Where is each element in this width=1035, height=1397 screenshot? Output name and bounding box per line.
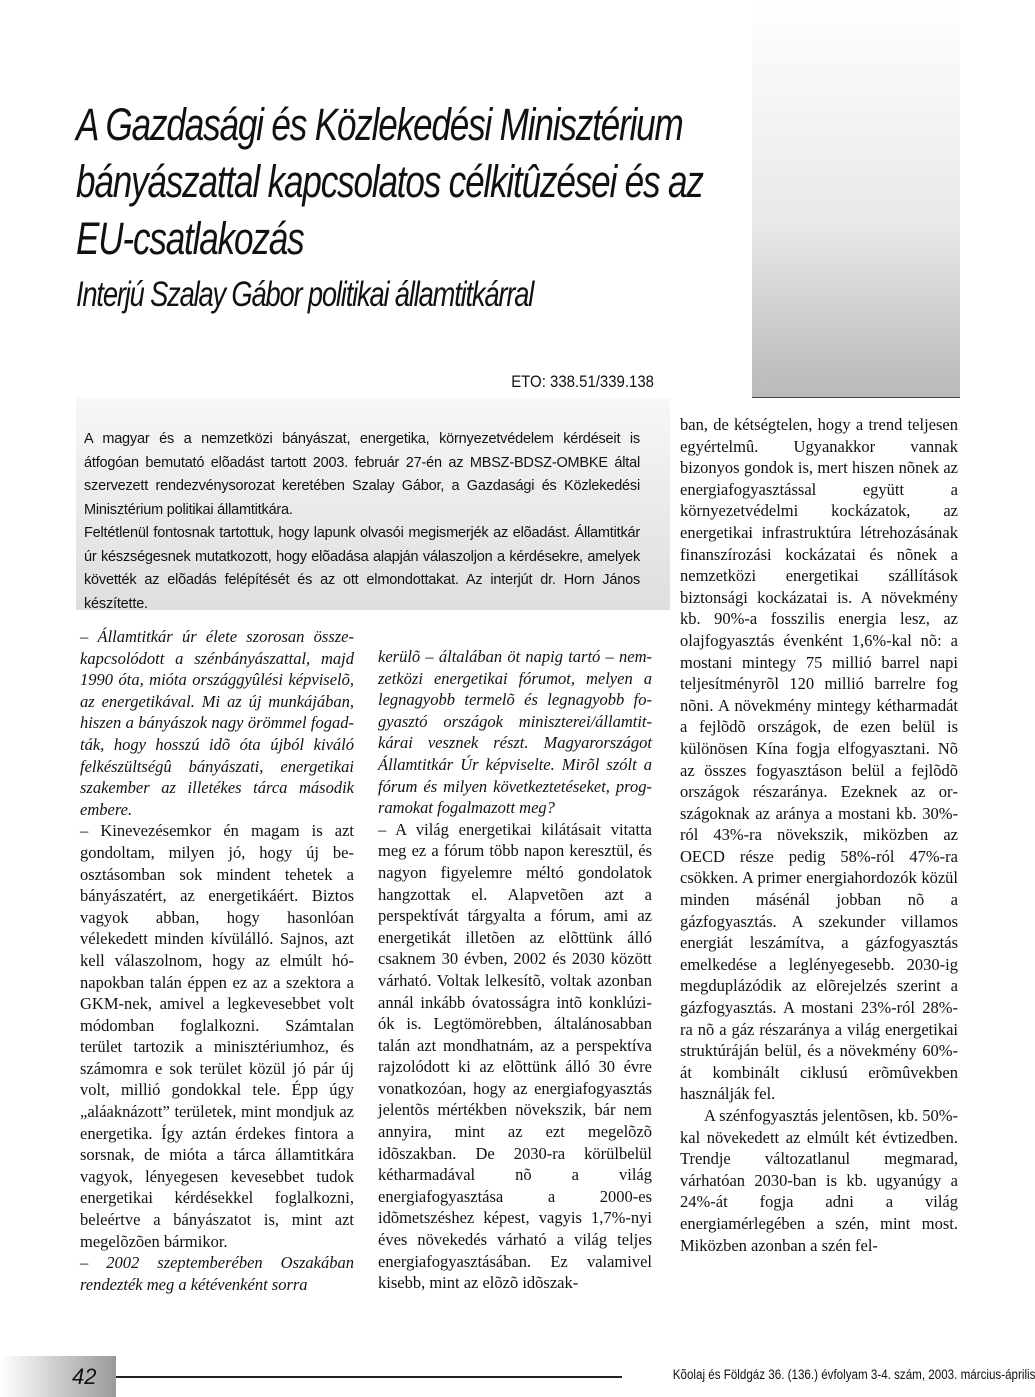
footer-rule	[116, 1376, 622, 1378]
answer-paragraph: A szénfogyasztás jelentõsen, kb. 50%-kal növekedett az elmúlt két évtizedben. Trendje változatlanul megmarad, várhatóan 2030-ban is kb. ugyanúgy a 24%-át fogja adni a világ energiamérlegében a szén, mint most. Miközben azonban a szén fel-	[680, 1106, 958, 1255]
article-title: A Gazdasági és Közlekedési Minisztérium bányászattal kapcsolatos célkitûzései és az EU-csatlakozás	[76, 99, 703, 264]
answer-paragraph: – Kinevezésemkor én magam is azt gondoltam, milyen jó, hogy új beosztásomban sok mindent tehetek a bányászatért, az energetikáért. Biztos vagyok abban, hogy hasonlóan vélekedett minden kívülálló. Sajnos, azt kell válaszolnom, hogy az elmúlt hónapokban talán éppen ez az a szektora a GKM-nek, amivel a legkevesebbet volt módomban foglalkozni. Számtalan terület tartozik a minisztériumhoz, és számomra e sok terület közül jó pár új volt, millió gondokkal tele. Épp úgy „aláaknázott” területek, mint mondjuk az energetika. Így aztán érdekes fintora a sorsnak, de mióta a tárca államtitkára vagyok, lényegesen kevesebbet tudok energetikai kérdésekkel foglalkozni, beleértve a bányászatot is, mint azt megelõzõen bármikor.	[80, 821, 354, 1251]
page-number: 42	[72, 1364, 97, 1389]
page-number-background	[0, 1356, 116, 1397]
title-block	[76, 96, 716, 317]
answer-paragraph: – A világ energetikai kilátásait vitatta meg ez a fórum több napon keresztül, és nagyon figyelemre méltó gondolatok hangzottak el. Alapvetõen azt a perspektívát tárgyalta a fórum, ami az energetikát illetõen az elõttünk álló csaknem 30 évben, 2002 és 2030 között várható. Voltak lelkesítõ, voltak azonban annál inkább óvatosságra intõ konklúziók is. Legtömörebben, általánosabban talán azt mondhatnám, az a perspektíva rajzolódott ki az elõttünk álló 30 évre vonatkozóan, hogy az energiafogyasztás jelentõs mértékben növekszik, bár nem annyira, mint az ezt megelõzõ idõszakban. De 2030-ra körülbelül kétharmadával nõ a világ energiafogyasztása a 2000-es idõmetszéshez képest, vagyis 1,7%-nyi éves növekedés várható a világ teljes energiafogyasztásában. Ez valamivel kisebb, mint az elõzõ idõszak-	[378, 819, 652, 1293]
abstract	[84, 428, 640, 616]
question-paragraph: – Államtitkár úr élete szorosan összekapcsolódott a szénbányászattal, majd 1990 óta, mióta országgyûlési képviselõ, az energetikával. Mi az új munkájában, hiszen a bányászok nagy örömmel fogadták, hogy hosszú idõ óta újból kiváló felkészültségû bányászati, energetikai szakember az illetékes tárca második embere.	[80, 627, 354, 819]
abstract-paragraph-2: Feltétlenül fontosnak tartottuk, hogy lapunk olvasói megismerjék az elõadást. Államtitkár úr készségesnek mutatkozott, hogy elõadása alapján válaszoljon a kérdésekre, amelyek követték az elõadás felépítését és az ott elmondottakat. Az interjút dr. Horn János készítette.	[84, 525, 640, 612]
abstract-paragraph-1: A magyar és a nemzetközi bányászat, energetika, környezetvédelem kérdéseit is átfogóan bemutató elõadást tartott 2003. február 27-én az MBSZ-BDSZ-OMBKE által szervezett rendezvénysorozat keretében Szalay Gábor, a Gazdasági és Közlekedési Minisztérium politikai államtitkára.	[84, 431, 640, 518]
corner-decoration	[752, 0, 960, 398]
journal-citation: Kõolaj és Földgáz 36. (136.) évfolyam 3-4. szám, 2003. március-április	[672, 1367, 1035, 1382]
corner-rule	[752, 397, 960, 398]
answer-paragraph: ban, de kétségtelen, hogy a trend teljesen egyértelmû. Ugyanakkor vannak bizonyos gondok is, mert hiszen nõnek az energiafogyasztással együtt a környezetvédelmi kockázatok, az energetikai infrastruktúra létrehozásának finanszírozási kockázatai és nõnek a nemzetközi energetikai szállítások biztonsági kockázatai is. A növekmény kb. 90%-a fosszilis energia lesz, az olajfogyasztás évenként 1,6%-kal nõ: a mostani mintegy 75 millió barrel napi teljesítményrõl 120 millió barrelre fog nõni. A növekmény mintegy kétharmadát a fejlõdõ országok, de ezen belül is különösen Kína fogja elfogyasztani. Nõ az összes fogyasztáson belül a fejlõdõ országok részaránya. Ezeknek az országoknak az aránya a mostani kb. 30%-ról 43%-ra növekszik, miközben az OECD része pedig 58%-ról 47%-ra csökken. A primer energiahordozók közül minden másénál jobban nõ a gázfogyasztás. A szekunder villamos energiát leszámítva, a gázfogyasztás emelkedése a leglényegesebb. 2030-ig megduplázódik az elõrejelzés szerint a gázfogyasztás. A mostani 23%-ról 28%-ra nõ a gáz részaránya a világ energetikai struktúráján belül, és a növekmény 60%-át kombinált ciklusú erõmûvekben használják fel.	[680, 415, 958, 1104]
text-column-3	[680, 414, 958, 1256]
text-column-2	[378, 646, 652, 1294]
text-column-1	[80, 626, 354, 1295]
question-paragraph: kerülõ – általában öt napig tartó – nemzetközi energetikai fórumot, melyen a legnagyobb termelõ és legnagyobb fogyasztó országok miniszterei/államtitkárai vesznek részt. Magyarországot Államtitkár Úr képviselte. Mirõl szólt a fórum és milyen következtetéseket, programokat fogalmazott meg?	[378, 647, 652, 818]
eto-classification: ETO: 338.51/339.138	[511, 372, 654, 391]
article-subtitle: Interjú Szalay Gábor politikai államtitkárral	[76, 275, 534, 314]
question-paragraph: – 2002 szeptemberében Oszakában rendezték meg a kétévenként sorra	[80, 1253, 354, 1294]
